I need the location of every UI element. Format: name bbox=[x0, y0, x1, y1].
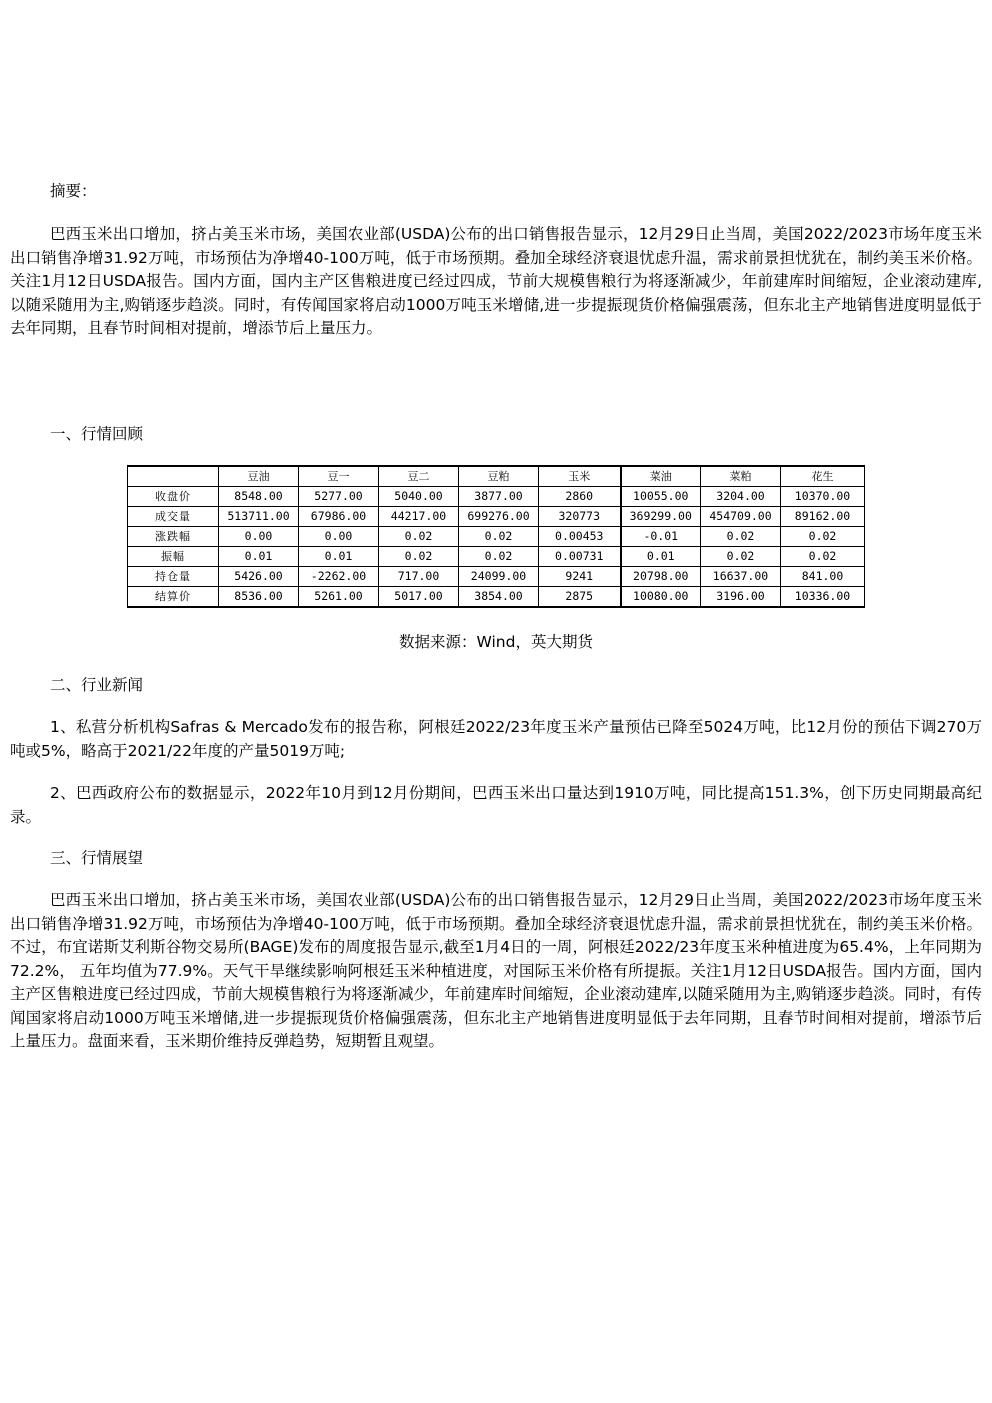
table-cell: 89162.00 bbox=[781, 507, 865, 527]
table-cell: 0.02 bbox=[459, 527, 539, 547]
row-label: 成交量 bbox=[128, 507, 219, 527]
table-cell: 513711.00 bbox=[219, 507, 299, 527]
news-item: 1、私营分析机构Safras & Mercado发布的报告称，阿根廷2022/23年度玉米产量预估已降至5024万吨，比12月份的预估下调270万吨或5%，略高于2021/22年度的产量5019万吨; bbox=[10, 718, 982, 760]
row-label: 持仓量 bbox=[128, 567, 219, 587]
table-cell: 320773 bbox=[539, 507, 621, 527]
table-row bbox=[128, 487, 865, 507]
table-cell: 3854.00 bbox=[459, 587, 539, 608]
table-row bbox=[128, 507, 865, 527]
table-cell: 0.02 bbox=[379, 547, 459, 567]
table-header-cell: 豆二 bbox=[379, 466, 459, 487]
table-cell: 44217.00 bbox=[379, 507, 459, 527]
row-label: 振幅 bbox=[128, 547, 219, 567]
summary-paragraph: 巴西玉米出口增加，挤占美玉米市场，美国农业部(USDA)公布的出口销售报告显示，12月29日止当周，美国2022/2023市场年度玉米出口销售净增31.92万吨，市场预估为净增40-100万吨，低于市场预期。叠加全球经济衰退忧虑升温，需求前景担忧犹在，制约美玉米价格。关注1月12日USDA报告。国内方面，国内主产区售粮进度已经过四成，节前大规模售粮行为将逐渐减少，年前建库时间缩短，企业滚动建库,以随采随用为主,购销逐步趋淡。同时，有传闻国家将启动1000万吨玉米增储,进一步提振现货价格偏强震荡，但东北主产地销售进度明显低于去年同期，且春节时间相对提前，增添节后上量压力。 bbox=[10, 225, 982, 337]
table-cell: 24099.00 bbox=[459, 567, 539, 587]
data-source-caption: 数据来源：Wind，英大期货 bbox=[399, 633, 593, 651]
table-cell: 0.02 bbox=[781, 547, 865, 567]
table-row bbox=[128, 587, 865, 608]
table-cell: 67986.00 bbox=[299, 507, 379, 527]
table-cell: 5277.00 bbox=[299, 487, 379, 507]
table-header-cell: 豆油 bbox=[219, 466, 299, 487]
table-header-cell bbox=[128, 466, 219, 487]
table-cell: 5017.00 bbox=[379, 587, 459, 608]
table-cell: 5261.00 bbox=[299, 587, 379, 608]
table-cell: 2860 bbox=[539, 487, 621, 507]
table-header-cell: 豆一 bbox=[299, 466, 379, 487]
table-cell: 0.02 bbox=[781, 527, 865, 547]
table-cell: 3877.00 bbox=[459, 487, 539, 507]
table-cell: 717.00 bbox=[379, 567, 459, 587]
table-cell: 0.00731 bbox=[539, 547, 621, 567]
table-header-cell: 玉米 bbox=[539, 466, 621, 487]
table-cell: -2262.00 bbox=[299, 567, 379, 587]
summary-heading: 摘要： bbox=[50, 182, 97, 200]
table-header-cell: 豆粕 bbox=[459, 466, 539, 487]
table-header-cell: 花生 bbox=[781, 466, 865, 487]
table-cell: 0.02 bbox=[379, 527, 459, 547]
table-cell: 0.00 bbox=[219, 527, 299, 547]
table-cell: 0.01 bbox=[299, 547, 379, 567]
table-cell: 3196.00 bbox=[701, 587, 781, 608]
table-row bbox=[128, 527, 865, 547]
table-cell: 699276.00 bbox=[459, 507, 539, 527]
table-cell: 0.02 bbox=[459, 547, 539, 567]
table-cell: 10080.00 bbox=[621, 587, 701, 608]
section-1-heading: 一、行情回顾 bbox=[50, 425, 144, 443]
row-label: 结算价 bbox=[128, 587, 219, 608]
table-cell: 0.02 bbox=[701, 547, 781, 567]
table-cell: 5426.00 bbox=[219, 567, 299, 587]
table-cell: 454709.00 bbox=[701, 507, 781, 527]
table-cell: 8536.00 bbox=[219, 587, 299, 608]
table-row bbox=[128, 547, 865, 567]
row-label: 涨跌幅 bbox=[128, 527, 219, 547]
table-header-row bbox=[128, 466, 865, 487]
table-header-cell: 菜粕 bbox=[701, 466, 781, 487]
news-item: 2、巴西政府公布的数据显示，2022年10月到12月份期间，巴西玉米出口量达到1910万吨，同比提高151.3%，创下历史同期最高纪录。 bbox=[10, 784, 982, 826]
table-cell: 0.00453 bbox=[539, 527, 621, 547]
table-cell: 16637.00 bbox=[701, 567, 781, 587]
table-cell: 3204.00 bbox=[701, 487, 781, 507]
table-cell: 0.00 bbox=[299, 527, 379, 547]
table-header-cell: 菜油 bbox=[621, 466, 701, 487]
table-cell: 2875 bbox=[539, 587, 621, 608]
table-cell: 20798.00 bbox=[621, 567, 701, 587]
table-cell: 0.01 bbox=[621, 547, 701, 567]
table-cell: -0.01 bbox=[621, 527, 701, 547]
table-cell: 8548.00 bbox=[219, 487, 299, 507]
table-cell: 0.01 bbox=[219, 547, 299, 567]
table-cell: 5040.00 bbox=[379, 487, 459, 507]
table-cell: 369299.00 bbox=[621, 507, 701, 527]
table-cell: 10055.00 bbox=[621, 487, 701, 507]
outlook-paragraph: 巴西玉米出口增加，挤占美玉米市场，美国农业部(USDA)公布的出口销售报告显示，12月29日止当周，美国2022/2023市场年度玉米出口销售净增31.92万吨，市场预估为净增40-100万吨，低于市场预期。叠加全球经济衰退忧虑升温，需求前景担忧犹在，制约美玉米价格。不过，布宜诺斯艾利斯谷物交易所(BAGE)发布的周度报告显示,截至1月4日的一周，阿根廷2022/23年度玉米种植进度为65.4%，上年同期为72.2%， 五年均值为77.9%。天气干旱继续影响阿根廷玉米种植进度，对国际玉米价格有所提振。关注1月12日USDA报告。国内方面，国内主产区售粮进度已经过四成，节前大规模售粮行为将逐渐减少，年前建库时间缩短，企业滚动建库,以随采随用为主,购销逐步趋淡。同时，有传闻国家将启动1000万吨玉米增储,进一步提振现货价格偏强震荡，但东北主产地销售进度明显低于去年同期，且春节时间相对提前，增添节后上量压力。盘面来看，玉米期价维持反弹趋势，短期暂且观望。 bbox=[10, 891, 982, 1050]
market-quote-table bbox=[127, 465, 865, 608]
table-cell: 9241 bbox=[539, 567, 621, 587]
table-cell: 841.00 bbox=[781, 567, 865, 587]
section-3-heading: 三、行情展望 bbox=[50, 849, 144, 867]
table-cell: 10370.00 bbox=[781, 487, 865, 507]
row-label: 收盘价 bbox=[128, 487, 219, 507]
table-cell: 0.02 bbox=[701, 527, 781, 547]
section-2-heading: 二、行业新闻 bbox=[50, 676, 144, 694]
table-cell: 10336.00 bbox=[781, 587, 865, 608]
table-row bbox=[128, 567, 865, 587]
